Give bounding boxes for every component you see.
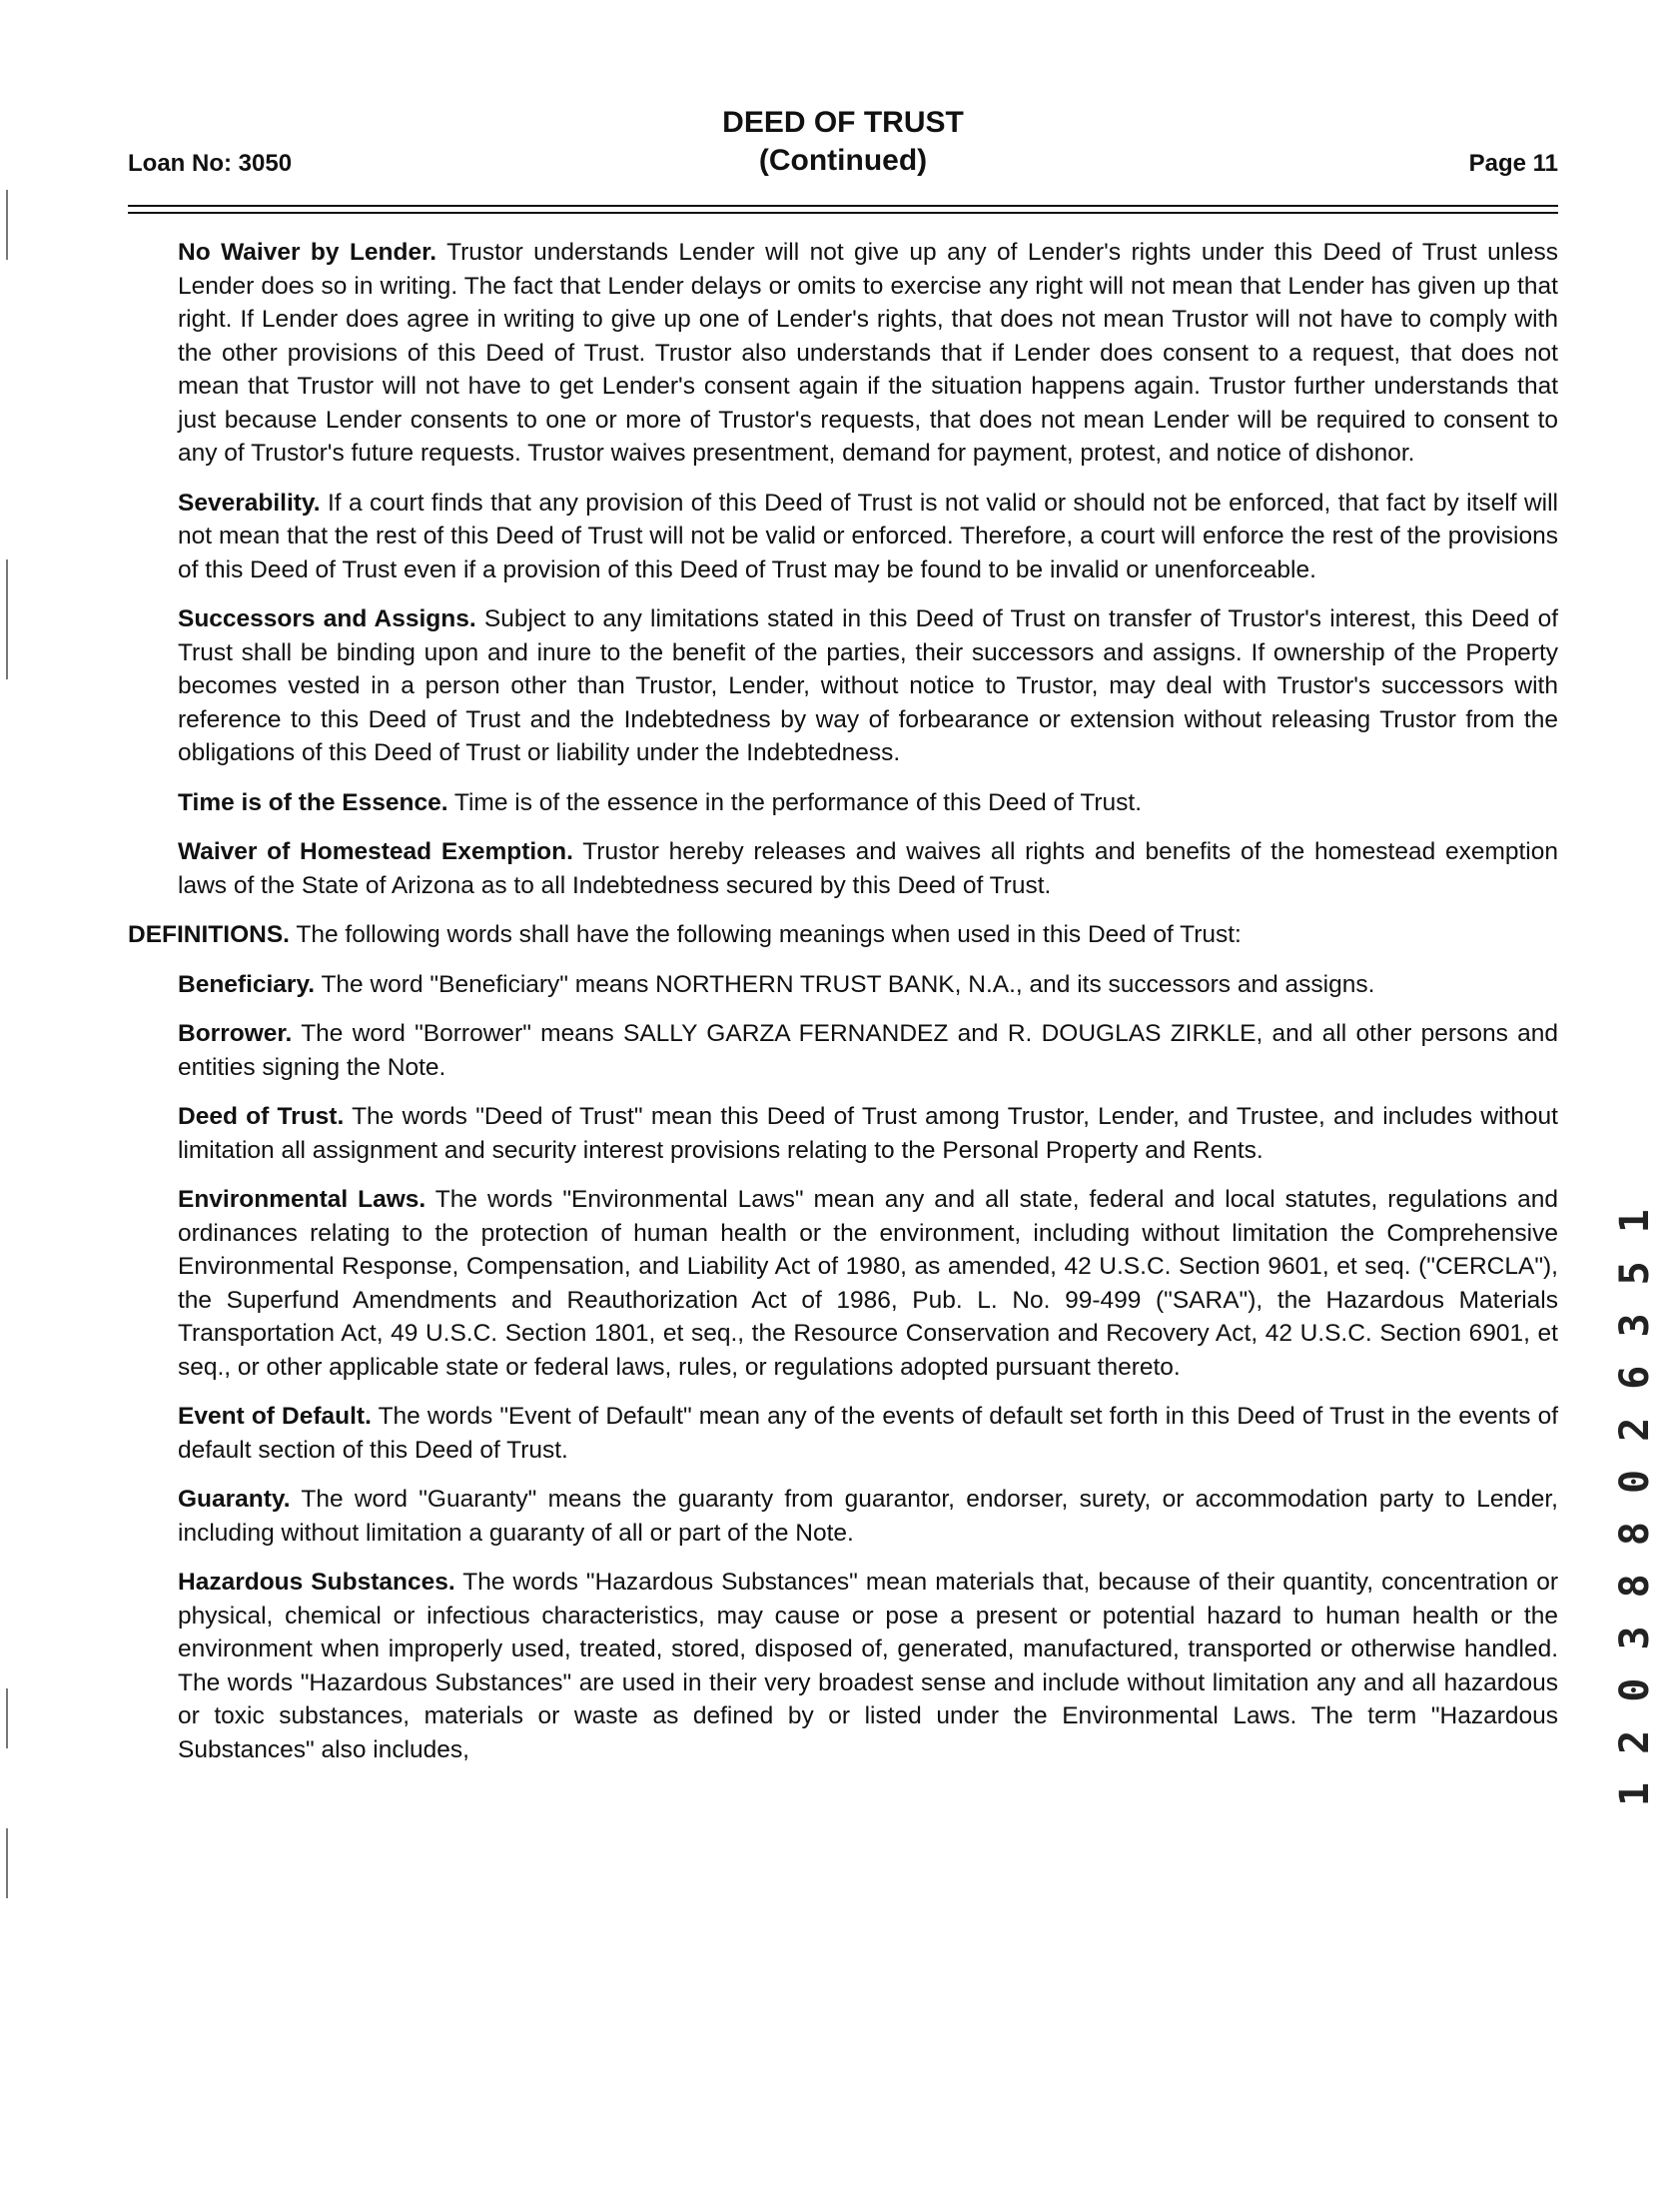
- clause-heading: No Waiver by Lender.: [178, 239, 437, 266]
- definition-text: The words "Hazardous Substances" mean materials that, because of their quantity, concentration or physical, chemical or infectious characteristics, may cause or pose a present or potential hazard to human health or the environment when improperly used, treated, stored, disposed of, generated, manufactured, transported or otherwise handled. The words "Hazardous Substances" are used in their very broadest sense and include without limitation any and all hazardous or toxic substances, materials or waste as defined by or listed under the Environmental Laws. The term "Hazardous Substances" also includes,: [178, 1569, 1559, 1763]
- header-divider-double: [128, 212, 1558, 214]
- clause-text: Trustor hereby releases and waives all rights and benefits of the homestead exemption laws of the State of Arizona as to all Indebtedness secured by this Deed of Trust.: [178, 838, 1558, 899]
- definition-term: Environmental Laws.: [178, 1186, 426, 1213]
- definition-term: Guaranty.: [178, 1486, 291, 1513]
- clause-successors: [128, 602, 1558, 770]
- clause-heading: Waiver of Homestead Exemption.: [178, 838, 573, 865]
- definition-event-of-default: [128, 1400, 1558, 1467]
- document-body: [128, 236, 1558, 1782]
- clause-text: If a court finds that any provision of this Deed of Trust is not valid or should not be enforced, that fact by itself will not mean that the rest of this Deed of Trust will not be valid or enforced. Therefore, a court will enforce the rest of the provisions of this Deed of Trust even if a provision of this Deed of Trust may be found to be invalid or unenforceable.: [178, 489, 1558, 583]
- title-line-1: DEED OF TRUST: [722, 106, 964, 139]
- clause-heading: Severability.: [178, 489, 321, 517]
- clause-heading: Time is of the Essence.: [178, 788, 448, 816]
- page-header: [128, 100, 1558, 190]
- definitions-heading: DEFINITIONS.: [128, 921, 290, 948]
- definition-term: Borrower.: [178, 1020, 293, 1047]
- definition-term: Hazardous Substances.: [178, 1569, 455, 1596]
- recording-number-stamp: [1610, 1207, 1658, 1808]
- header-divider: [128, 205, 1558, 207]
- clause-severability: [128, 487, 1558, 587]
- clause-no-waiver: [128, 236, 1558, 471]
- clause-text: Trustor understands Lender will not give up any of Lender's rights under this Deed of Trust unless Lender does so in writing. The fact that Lender delays or omits to exercise any right will not mean that Lender has given up that right. If Lender does agree in writing to give up one of Lender's rights, that does not mean Trustor will not have to comply with the other provisions of this Deed of Trust. Trustor also understands that if Lender does consent to a request, that does not mean that Trustor will not have to get Lender's consent again if the situation happens again. Trustor further understands that just because Lender consents to one or more of Trustor's requests, that does not mean Lender will be required to consent to any of Trustor's future requests. Trustor waives presentment, demand for payment, protest, and notice of dishonor.: [178, 239, 1558, 467]
- page-number: Page 11: [1468, 150, 1558, 177]
- clause-homestead: [128, 835, 1558, 902]
- clause-time-essence: [128, 786, 1558, 820]
- definition-text: The word "Guaranty" means the guaranty from guarantor, endorser, surety, or accommodation party to Lender, including without limitation a guaranty of all or part of the Note.: [178, 1486, 1558, 1547]
- scan-edge-mark: [6, 1828, 8, 1898]
- definitions-intro-text: The following words shall have the following meanings when used in this Deed of Trust:: [296, 921, 1242, 948]
- scan-edge-mark: [6, 559, 8, 679]
- recording-number-text: 1 2 0 3 8 8 0 2 6 3 5 1: [1612, 1207, 1658, 1806]
- definition-text: The words "Environmental Laws" mean any and all state, federal and local statutes, regulations and ordinances relating to the protection of human health or the environment, including without limitation the Comprehensive Environmental Response, Compensation, and Liability Act of 1980, as amended, 42 U.S.C. Section 9601, et seq. ("CERCLA"), the Superfund Amendments and Reauthorization Act of 1986, Pub. L. No. 99-499 ("SARA"), the Hazardous Materials Transportation Act, 49 U.S.C. Section 1801, et seq., the Resource Conservation and Recovery Act, 42 U.S.C. Section 6901, et seq., or other applicable state or federal laws, rules, or regulations adopted pursuant thereto.: [178, 1186, 1558, 1381]
- clause-text: Subject to any limitations stated in this Deed of Trust on transfer of Trustor's interest, this Deed of Trust shall be binding upon and inure to the benefit of the parties, their successors and assigns. If ownership of the Property becomes vested in a person other than Trustor, Lender, without notice to Trustor, may deal with Trustor's successors with reference to this Deed of Trust and the Indebtedness by way of forbearance or extension without releasing Trustor from the obligations of this Deed of Trust or liability under the Indebtedness.: [178, 605, 1559, 766]
- definition-text: The words "Event of Default" mean any of the events of default set forth in this Deed of Trust in the events of default section of this Deed of Trust.: [178, 1403, 1559, 1464]
- definition-text: The words "Deed of Trust" mean this Deed of Trust among Trustor, Lender, and Trustee, and includes without limitation all assignment and security interest provisions relating to the Personal Property and Rents.: [178, 1103, 1558, 1164]
- definition-term: Event of Default.: [178, 1403, 372, 1430]
- document-title: [128, 104, 1558, 180]
- definition-text: The word "Beneficiary" means NORTHERN TRUST BANK, N.A., and its successors and assigns.: [321, 970, 1375, 998]
- clause-heading: Successors and Assigns.: [178, 605, 476, 632]
- definition-guaranty: [128, 1483, 1558, 1550]
- definition-environmental-laws: [128, 1183, 1558, 1384]
- definition-borrower: [128, 1017, 1558, 1084]
- definition-term: Deed of Trust.: [178, 1103, 345, 1130]
- definition-hazardous-substances: [128, 1566, 1558, 1766]
- definition-deed-of-trust: [128, 1100, 1558, 1167]
- definition-beneficiary: [128, 968, 1558, 1002]
- title-line-2: (Continued): [758, 144, 928, 177]
- clause-text: Time is of the essence in the performance of this Deed of Trust.: [453, 788, 1143, 816]
- scan-edge-mark: [6, 1688, 8, 1748]
- loan-number: Loan No: 3050: [128, 150, 293, 177]
- definition-text: The word "Borrower" means SALLY GARZA FERNANDEZ and R. DOUGLAS ZIRKLE, and all other persons and entities signing the Note.: [178, 1020, 1558, 1081]
- scan-edge-mark: [6, 190, 8, 260]
- definitions-intro: [128, 918, 1558, 952]
- definition-term: Beneficiary.: [178, 970, 316, 998]
